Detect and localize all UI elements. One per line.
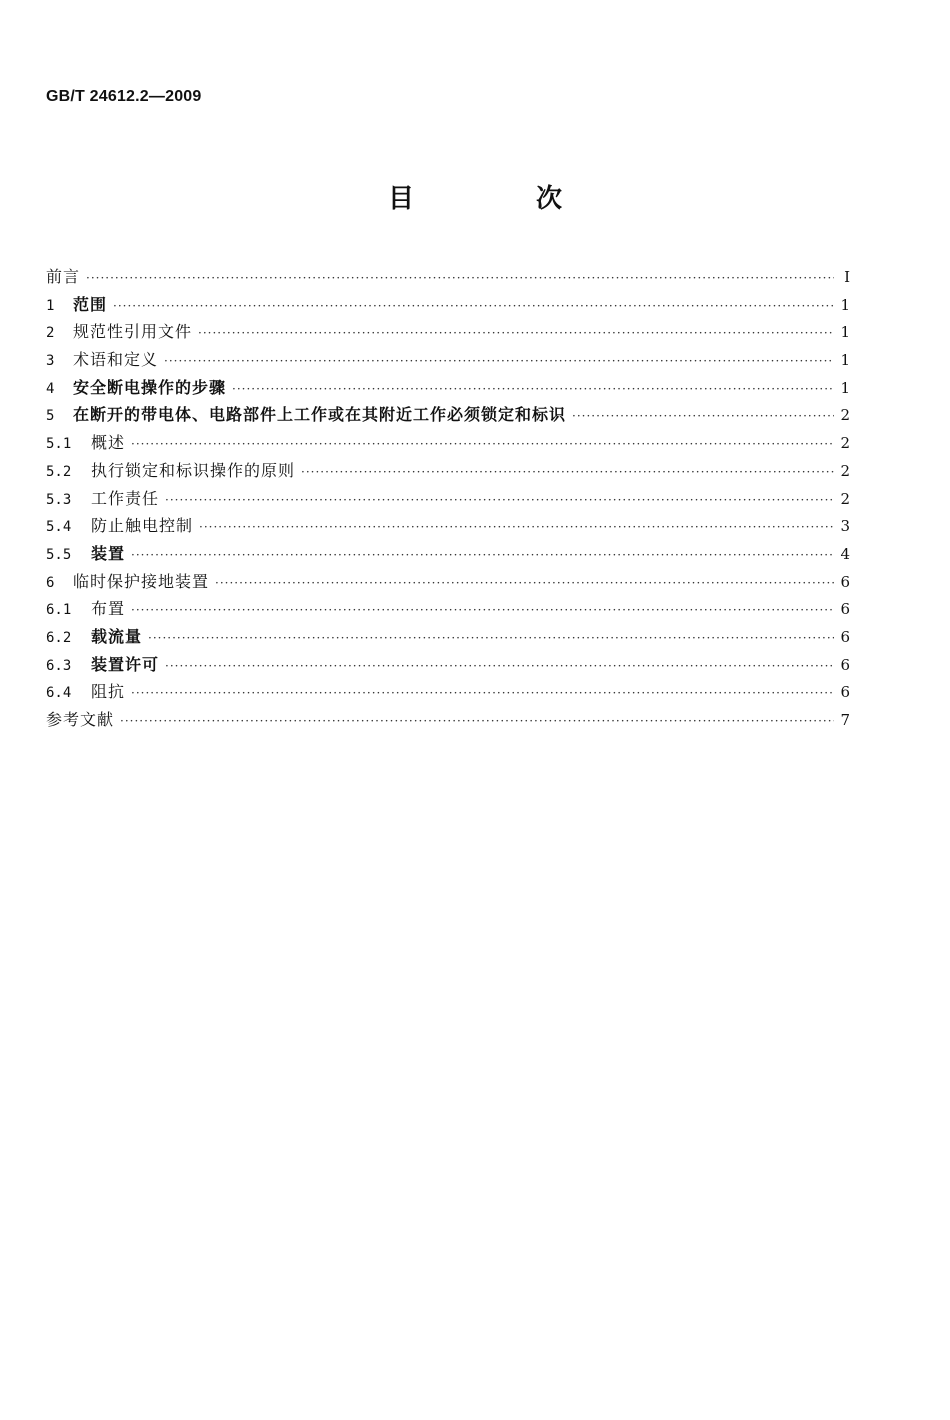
document-id: GB/T 24612.2—2009 xyxy=(46,88,202,105)
toc-entry-page: 2 xyxy=(840,461,850,480)
toc-leader-dots xyxy=(131,548,834,562)
toc-entry-title: 参考文献 xyxy=(46,710,115,729)
toc-entry-title: 范围 xyxy=(73,294,108,314)
toc-leader-dots xyxy=(215,576,834,590)
toc-entry-title: 临时保护接地装置 xyxy=(73,571,210,591)
toc-entry-1[interactable] xyxy=(46,292,850,320)
toc-entry-number: 5 xyxy=(46,408,55,425)
toc-entry-number: 5.2 xyxy=(46,463,72,480)
toc-entry-title: 概述 xyxy=(91,433,126,453)
toc-entry-6-2[interactable] xyxy=(46,624,850,652)
toc-entry-page: 1 xyxy=(840,295,850,314)
toc-entry-title: 装置许可 xyxy=(91,654,160,674)
toc-entry-5-2[interactable] xyxy=(46,458,850,486)
toc-entry-title: 装置 xyxy=(91,543,126,563)
toc-entry-title: 术语和定义 xyxy=(73,350,159,370)
toc-entry-page: 6 xyxy=(840,627,850,646)
toc-leader-dots xyxy=(113,299,834,313)
toc-entry-page: 7 xyxy=(840,711,850,729)
page-title: 目 次 xyxy=(387,184,610,214)
toc-entry-page: 6 xyxy=(840,572,850,591)
toc-leader-dots xyxy=(165,659,834,673)
toc-entry-number: 5.3 xyxy=(46,491,72,508)
toc-leader-dots xyxy=(165,493,834,507)
toc-entry-page: Ⅰ xyxy=(844,268,850,286)
toc-entry-title: 阻抗 xyxy=(91,682,126,702)
toc-entry-title: 规范性引用文件 xyxy=(73,322,193,342)
toc-entry-2[interactable] xyxy=(46,319,850,347)
toc-leader-dots xyxy=(131,686,834,700)
toc-entry-4[interactable] xyxy=(46,375,850,403)
toc-entry-page: 4 xyxy=(840,544,850,563)
toc-entry-page: 1 xyxy=(840,378,850,397)
toc-entry-number: 6.2 xyxy=(46,629,72,646)
toc-entry-title: 防止触电控制 xyxy=(91,516,194,536)
toc-leader-dots xyxy=(301,465,834,479)
toc-entry-5-3[interactable] xyxy=(46,486,850,514)
toc-entry-number: 6.4 xyxy=(46,685,72,702)
toc-leader-dots xyxy=(164,354,834,368)
toc-entry-page: 6 xyxy=(840,655,850,674)
toc-entry-page: 2 xyxy=(840,489,850,508)
toc-entry-page: 2 xyxy=(840,406,850,425)
toc-entry-page: 6 xyxy=(840,683,850,702)
toc-entry-6-4[interactable] xyxy=(46,679,850,707)
toc-entry-number: 6.1 xyxy=(46,602,72,619)
toc-leader-dots xyxy=(86,271,834,285)
toc-leader-dots xyxy=(131,437,834,451)
toc-entry-number: 4 xyxy=(46,380,55,397)
toc-entry-preface[interactable] xyxy=(46,264,850,292)
toc-entry-title: 在断开的带电体、电路部件上工作或在其附近工作必须锁定和标识 xyxy=(73,405,567,425)
toc-leader-dots xyxy=(572,409,834,423)
toc-leader-dots xyxy=(131,603,834,617)
toc-entry-6-1[interactable] xyxy=(46,596,850,624)
toc-entry-title: 前言 xyxy=(46,267,81,286)
toc-leader-dots xyxy=(198,326,834,340)
toc-entry-page: 6 xyxy=(840,600,850,619)
toc-entry-page: 1 xyxy=(840,323,850,342)
toc-entry-number: 5.1 xyxy=(46,436,72,453)
toc-entry-title: 工作责任 xyxy=(91,488,160,508)
toc-entry-6[interactable] xyxy=(46,569,850,597)
toc-leader-dots xyxy=(199,520,834,534)
toc-leader-dots xyxy=(148,631,834,645)
toc-entry-page: 3 xyxy=(840,517,850,536)
toc-entry-number: 2 xyxy=(46,325,55,342)
toc-entry-title: 布置 xyxy=(91,599,126,619)
toc-entry-title: 载流量 xyxy=(91,626,143,646)
table-of-contents xyxy=(46,264,850,735)
toc-leader-dots xyxy=(232,382,834,396)
toc-entry-number: 3 xyxy=(46,353,55,370)
toc-entry-5-1[interactable] xyxy=(46,430,850,458)
toc-entry-5-5[interactable] xyxy=(46,541,850,569)
toc-entry-title: 安全断电操作的步骤 xyxy=(73,377,227,397)
toc-entry-number: 1 xyxy=(46,297,55,314)
toc-entry-bibliography[interactable] xyxy=(46,707,850,735)
toc-entry-3[interactable] xyxy=(46,347,850,375)
toc-leader-dots xyxy=(120,714,834,728)
toc-entry-page: 2 xyxy=(840,434,850,453)
toc-entry-number: 5.5 xyxy=(46,546,72,563)
toc-entry-number: 5.4 xyxy=(46,519,72,536)
toc-entry-number: 6.3 xyxy=(46,657,72,674)
toc-entry-5[interactable] xyxy=(46,402,850,430)
toc-entry-6-3[interactable] xyxy=(46,652,850,680)
toc-entry-title: 执行锁定和标识操作的原则 xyxy=(91,460,296,480)
toc-entry-5-4[interactable] xyxy=(46,513,850,541)
toc-entry-page: 1 xyxy=(840,351,850,370)
toc-entry-number: 6 xyxy=(46,574,55,591)
